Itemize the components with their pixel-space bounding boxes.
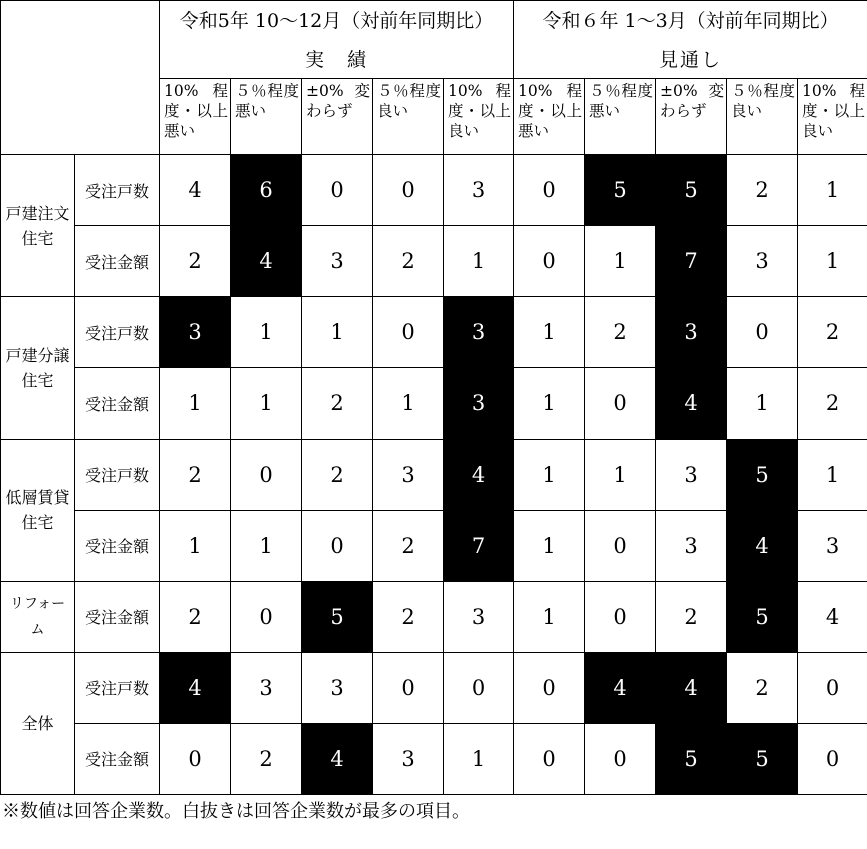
value-cell-forecast: 0: [585, 581, 656, 652]
value-cell-actual: 7: [444, 510, 514, 581]
band-header-forecast-4: 10%程度・以上良い: [798, 79, 867, 155]
value-cell-actual: 2: [160, 581, 231, 652]
value-cell-forecast: 1: [514, 510, 585, 581]
value-cell-actual: 3: [373, 439, 444, 510]
value-cell-actual: 3: [302, 652, 373, 723]
value-cell-actual: 3: [444, 368, 514, 439]
metric-label: 受注金額: [75, 226, 160, 297]
table-row: [1, 652, 867, 723]
band-header-actual-3: ５％程度良い: [373, 79, 444, 155]
value-cell-forecast: 1: [585, 226, 656, 297]
table-row: [1, 297, 867, 368]
value-cell-forecast: 5: [727, 439, 798, 510]
value-cell-actual: 2: [373, 226, 444, 297]
value-cell-actual: 3: [302, 226, 373, 297]
value-cell-actual: 6: [231, 155, 302, 226]
value-cell-actual: 3: [231, 652, 302, 723]
value-cell-actual: 4: [302, 723, 373, 794]
value-cell-forecast: 2: [798, 297, 867, 368]
value-cell-actual: 0: [231, 581, 302, 652]
value-cell-forecast: 5: [585, 155, 656, 226]
value-cell-actual: 2: [302, 368, 373, 439]
value-cell-forecast: 1: [585, 439, 656, 510]
value-cell-actual: 2: [160, 439, 231, 510]
value-cell-forecast: 0: [514, 155, 585, 226]
value-cell-forecast: 5: [656, 723, 727, 794]
value-cell-forecast: 4: [656, 652, 727, 723]
metric-label: 受注金額: [75, 510, 160, 581]
value-cell-forecast: 1: [798, 439, 867, 510]
value-cell-forecast: 4: [727, 510, 798, 581]
value-cell-actual: 2: [302, 439, 373, 510]
category-label: リフォーム: [1, 581, 75, 652]
value-cell-forecast: 2: [656, 581, 727, 652]
category-label: 全体: [1, 652, 75, 794]
value-cell-forecast: 1: [514, 581, 585, 652]
value-cell-actual: 3: [160, 297, 231, 368]
value-cell-actual: 4: [160, 652, 231, 723]
metric-label: 受注戸数: [75, 155, 160, 226]
table-row: [1, 368, 867, 439]
value-cell-actual: 0: [373, 652, 444, 723]
value-cell-actual: 0: [160, 723, 231, 794]
value-cell-forecast: 1: [798, 226, 867, 297]
value-cell-actual: 4: [160, 155, 231, 226]
band-header-forecast-1: ５％程度悪い: [585, 79, 656, 155]
table-row: [1, 510, 867, 581]
metric-label: 受注金額: [75, 723, 160, 794]
value-cell-actual: 4: [444, 439, 514, 510]
band-header-actual-4: 10%程度・以上良い: [444, 79, 514, 155]
metric-label: 受注戸数: [75, 297, 160, 368]
value-cell-actual: 1: [231, 510, 302, 581]
value-cell-forecast: 2: [585, 297, 656, 368]
value-cell-forecast: 4: [656, 368, 727, 439]
value-cell-actual: 1: [231, 368, 302, 439]
value-cell-actual: 5: [302, 581, 373, 652]
table-row: [1, 439, 867, 510]
value-cell-forecast: 1: [514, 297, 585, 368]
value-cell-forecast: 1: [514, 368, 585, 439]
value-cell-actual: 0: [302, 510, 373, 581]
value-cell-forecast: 0: [798, 723, 867, 794]
metric-label: 受注戸数: [75, 439, 160, 510]
value-cell-actual: 3: [444, 155, 514, 226]
metric-label: 受注金額: [75, 581, 160, 652]
value-cell-forecast: 2: [727, 652, 798, 723]
value-cell-forecast: 4: [798, 581, 867, 652]
category-label: 戸建注文住宅: [1, 155, 75, 297]
value-cell-actual: 3: [373, 723, 444, 794]
band-header-actual-2: ±0%変わらず: [302, 79, 373, 155]
value-cell-actual: 1: [444, 226, 514, 297]
value-cell-forecast: 2: [727, 155, 798, 226]
value-cell-actual: 0: [231, 439, 302, 510]
value-cell-forecast: 0: [514, 723, 585, 794]
period-actual: 令和5年 10〜12月（対前年同期比）: [160, 1, 514, 39]
value-cell-actual: 0: [444, 652, 514, 723]
category-label: 低層賃貸住宅: [1, 439, 75, 581]
value-cell-forecast: 1: [514, 439, 585, 510]
value-cell-forecast: 0: [514, 226, 585, 297]
value-cell-actual: 2: [373, 510, 444, 581]
value-cell-forecast: 5: [727, 581, 798, 652]
value-cell-actual: 0: [373, 155, 444, 226]
band-header-actual-1: ５％程度悪い: [231, 79, 302, 155]
period-forecast: 令和６年 1〜3月（対前年同期比）: [514, 1, 867, 39]
value-cell-forecast: 7: [656, 226, 727, 297]
value-cell-forecast: 0: [798, 652, 867, 723]
band-header-forecast-3: ５％程度良い: [727, 79, 798, 155]
value-cell-actual: 1: [160, 510, 231, 581]
label-forecast: 見通し: [514, 39, 867, 79]
table-row: [1, 226, 867, 297]
category-label: 戸建分譲住宅: [1, 297, 75, 439]
value-cell-forecast: 3: [656, 439, 727, 510]
table-row: [1, 155, 867, 226]
value-cell-forecast: 5: [656, 155, 727, 226]
metric-label: 受注戸数: [75, 652, 160, 723]
value-cell-actual: 2: [160, 226, 231, 297]
value-cell-forecast: 0: [514, 652, 585, 723]
value-cell-actual: 1: [444, 723, 514, 794]
table-row: [1, 723, 867, 794]
value-cell-actual: 1: [231, 297, 302, 368]
value-cell-forecast: 3: [656, 297, 727, 368]
value-cell-forecast: 0: [585, 368, 656, 439]
value-cell-forecast: 0: [727, 297, 798, 368]
value-cell-actual: 4: [231, 226, 302, 297]
value-cell-actual: 2: [373, 581, 444, 652]
value-cell-forecast: 0: [585, 723, 656, 794]
value-cell-actual: 3: [444, 581, 514, 652]
value-cell-actual: 3: [444, 297, 514, 368]
table-row: [1, 581, 867, 652]
value-cell-forecast: 3: [727, 226, 798, 297]
band-header-forecast-0: 10%程度・以上悪い: [514, 79, 585, 155]
value-cell-forecast: 5: [727, 723, 798, 794]
label-actual: 実 績: [160, 39, 514, 79]
value-cell-forecast: 0: [585, 510, 656, 581]
value-cell-actual: 2: [231, 723, 302, 794]
value-cell-actual: 1: [373, 368, 444, 439]
band-header-forecast-2: ±0%変わらず: [656, 79, 727, 155]
footnote: ※数値は回答企業数。白抜きは回答企業数が最多の項目。: [2, 801, 470, 822]
value-cell-actual: 0: [302, 155, 373, 226]
metric-label: 受注金額: [75, 368, 160, 439]
value-cell-forecast: 4: [585, 652, 656, 723]
value-cell-forecast: 1: [727, 368, 798, 439]
value-cell-actual: 1: [160, 368, 231, 439]
value-cell-forecast: 2: [798, 368, 867, 439]
value-cell-actual: 0: [373, 297, 444, 368]
value-cell-forecast: 3: [656, 510, 727, 581]
corner-cell: [1, 1, 160, 155]
value-cell-forecast: 1: [798, 155, 867, 226]
band-header-actual-0: 10%程度・以上悪い: [160, 79, 231, 155]
value-cell-actual: 1: [302, 297, 373, 368]
value-cell-forecast: 3: [798, 510, 867, 581]
